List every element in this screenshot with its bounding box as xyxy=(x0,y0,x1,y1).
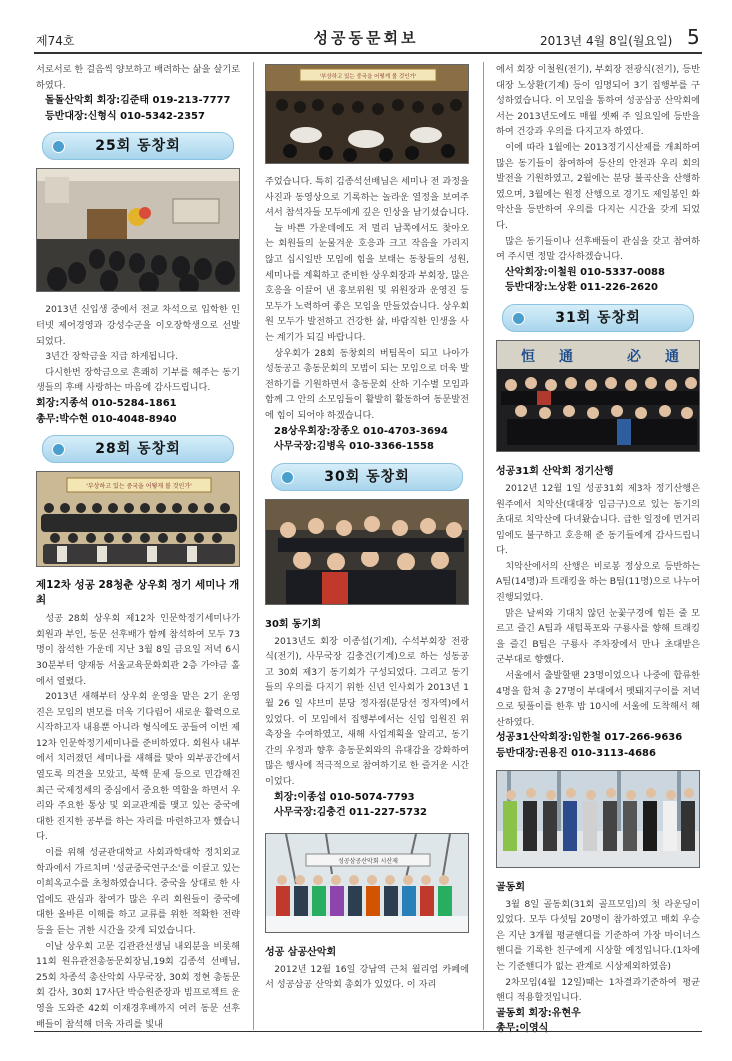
photo-banner-text: '부상하고 있는 중국을 어떻게 볼 것인가' xyxy=(319,74,417,80)
contact-line: 총무:박수현 010-4048-8940 xyxy=(36,413,177,425)
class30-group-photo xyxy=(265,499,469,605)
body-paragraph: 에서 회장 이철원(전기), 부회장 전광식(전기), 등반대장 노상환(기계) 등이 임명되어 3기 집행부를 구성하였습니다. 이 모임을 통하여 성공삼공 산악회에서는 2013년도에도 매월 셋째 주 일요일에 등반을 하여 건강과 우의를 다지고자 하였다. xyxy=(496,64,700,138)
body-paragraph: 다시한번 장학금으로 흔쾌히 기부를 해주는 동기생들의 후배 사랑하는 마음에 감사드립니다. xyxy=(36,366,240,394)
bullet-icon xyxy=(52,443,65,456)
contact-line: 산악회장:이철원 010-5337-0088 xyxy=(505,266,665,278)
bullet-icon xyxy=(52,140,65,153)
intro-text: 서로서로 한 걸음씩 양보하고 배려하는 삶을 살기로 하였다. xyxy=(36,64,240,91)
column-1 xyxy=(36,62,240,1032)
contact-line: 사무국장:김충건 011-227-5732 xyxy=(274,807,427,819)
bullet-icon xyxy=(281,471,294,484)
contact-line: 사무국장:김병옥 010-3366-1558 xyxy=(274,441,434,453)
body-paragraph: 이에 따라 1월에는 2013정기시산제를 개최하여 많은 동기들이 참여하여 등산의 안전과 우리 회의 발전을 기원하였고, 2월에는 분당 불곡산을 산행하였으며, 3월에는 원정 산행으로 경기도 제일봉인 화악산을 등반하여 우의를 다지는 시간을 갖게 되었다. xyxy=(496,141,700,231)
contact-line: 등반대장:권용진 010-3113-4686 xyxy=(496,748,656,759)
section-banner-30 xyxy=(271,463,463,491)
newsletter-title: 성공동문회보 xyxy=(313,29,419,47)
seminar-hall-photo-image xyxy=(266,65,469,163)
sanak-group-photo xyxy=(265,833,469,933)
ceremony-photo-image xyxy=(37,169,240,291)
photo-banner-text: 성공삼공산악회 시산제 xyxy=(338,857,398,865)
article-subhead: 성공31회 산악회 정기산행 xyxy=(496,465,614,477)
body-paragraph: 2013년도 회장 이종섭(기계), 수석부회장 전광식(전기), 사무국장 김충건(기계)으로 하는 성동공고 30회 제3기 동기회가 구성되었다. 그리고 동기들의 우의를 다지기 위한 신년 인사회가 2013년 1월 26 일 샤브미 분당 정자점(분당선 정자역)에서 있었다. 이 모임에서 집행부에서는 신입 임원진 위촉장을 수여하였고, 새해 사업계획을 알리고, 동기간의 우정과 향후 총동문회와의 유대감을 강화하여 많은 행사에 적극적으로 참여하기로 한 즐거운 시간이었다. xyxy=(265,635,469,788)
section-title: 31회 동창회 xyxy=(555,309,641,326)
column-divider xyxy=(253,62,254,1030)
column-3 xyxy=(496,62,700,1037)
column-divider xyxy=(483,62,484,1030)
contact-line: 등반대장:신형식 010-5342-2357 xyxy=(45,110,205,122)
contact-line: 등반대장:노상환 011-226-2620 xyxy=(505,282,658,294)
contact-line: 회장:지종석 010-5284-1861 xyxy=(36,397,177,409)
body-paragraph: 주었습니다. 특히 김종석선배님은 세미나 전 과정을 사진과 동영상으로 기록하는 놀라운 열정을 보여주셔서 참석자들 모두에게 깊은 인상을 남기셨습니다. xyxy=(265,176,469,219)
body-paragraph: 서울에서 출발할땐 23명이었으나 나중에 합류한 4명을 합쳐 총 27명이 부대에서 멧돼지구이를 저녁으로 뒷풀이를 한후 밤 10시에 서울에 도착해서 해산하였다. xyxy=(496,670,700,728)
bullet-icon xyxy=(512,312,525,325)
ceremony-photo xyxy=(36,168,240,292)
body-paragraph: 이날 상우회 고문 김관관선생님 내외분을 비롯해 11회 원유관전총동문회장님,19회 김종석 선배님, 25회 차종석 총산악회 사무국장, 30회 정현 총동문회 감사, 30회 17사단 박승원준장과 빔프로젝트 운영을 도와준 42회 이재경후배까지 여러 동문 선후배들이 참석해 더욱 자리를 빛내 xyxy=(36,940,240,1030)
body-paragraph: 2013년 새해부터 상우회 운영을 맡은 2기 운영진은 모임의 변모를 더욱 기다림어 새로운 활력으로 시작하고자 내용뿐 아니라 형식에도 공들여 이번 제12차 인문학정기세미나를 준비하였다. 회원사 내부에서 치러졌던 세미나를 새해를 맞아 외부공간에서 열도록 의견을 모았고, 북핵 문제 등으로 민감해진 최근 국제정세의 중심에서 중요한 역할을 하면서 우리와 주요한 통상 및 외교관계를 맺고 있는 중국에 대한 진지한 공부를 하는 자리를 마련하고자 했습니다. xyxy=(36,691,240,843)
sanak-group-photo-image xyxy=(266,834,469,932)
sign-char: 通 xyxy=(665,348,679,365)
body-paragraph: 2013년 신입생 중에서 전교 차석으로 입학한 인터넷 제어경영과 강성수군을 이오장학생으로 선발되었다. xyxy=(36,304,240,347)
article-subhead: 성공 삼공산악회 xyxy=(265,946,337,958)
seminar-hall-photo xyxy=(265,64,469,164)
sign-char: 通 xyxy=(559,348,573,365)
body-paragraph: 3년간 장학금을 지급 하게됩니다. xyxy=(45,351,179,363)
footer-rule xyxy=(34,1031,702,1032)
contact-line: 골동회 회장:유현우 xyxy=(496,1007,581,1019)
section-banner-25 xyxy=(42,132,234,160)
contact-line: 회장:이종섭 010-5074-7793 xyxy=(274,791,415,803)
photo-banner-text: '부상하고 있는 중국을 어떻게 볼 것인가' xyxy=(86,483,192,491)
body-paragraph: 이를 위해 성균관대학교 사회과학대학 정치외교학과에서 가르치며 '성균중국연구소'를 이끌고 있는 이희옥교수를 초청하였습니다. 중국을 상대로 한 사업에도 관심과 참여가 많은 우리 회원들이 중국에 대한 올바른 이해를 하고 교류를 위한 적확한 전략 등을 듣는 귀한 시간을 갖게 되었습니다. xyxy=(36,847,240,936)
column-2 xyxy=(265,62,469,993)
header-rule xyxy=(34,52,702,54)
body-paragraph: 치악산에서의 산행은 비로봉 정상으로 등반하는 A팀(14명)과 트래킹을 하는 B팀(11명)으로 나누어 진행되었다. xyxy=(496,560,700,604)
contact-line: 총무:이영식 xyxy=(496,1023,549,1035)
article-subhead: 30회 동기회 xyxy=(265,618,322,630)
class30-group-photo-image xyxy=(266,500,469,604)
page-header xyxy=(0,0,732,49)
publish-date: 2013년 4월 8일(월요일) xyxy=(540,34,673,48)
article-subhead: 골동회 xyxy=(496,881,525,893)
contact-line: 돌돌산악회 회장:김준태 019-213-7777 xyxy=(45,95,231,107)
contact-line: 성공31산악회장:임한철 017-266-9636 xyxy=(496,732,683,744)
seminar-group-photo-image xyxy=(37,472,240,566)
class31-hiking-photo-image xyxy=(497,341,700,451)
section-banner-28 xyxy=(42,435,234,463)
body-paragraph: 상우회가 28회 동창회의 버팀목이 되고 나아가 성동공고 총동문회의 모범이 되는 모임으로 더욱 발전하기를 기원하면서 총동문회 산하 기수별 모임과 함께 그 안의 소모임들이 활발히 활동하여 동문발전에 힘이 되어야 하겠습니다. xyxy=(265,347,469,421)
article-subhead: 제12차 성공 28청춘 상우회 정기 세미나 개최 xyxy=(36,579,240,607)
section-title: 25회 동창회 xyxy=(95,138,181,155)
section-banner-31 xyxy=(502,304,694,332)
body-paragraph: 맑은 날씨와 기대치 않던 눈꽃구경에 힘든 줄 모르고 즐긴 A팀과 새텀폭포와 구룡사를 향해 트래킹을 즐긴 B팀은 구룡사 주차장에서 만나 초대받은 군부대로 향했다. xyxy=(496,607,700,666)
body-paragraph: 많은 동기들이나 선후배들이 관심을 갖고 참여하여 주시면 정말 감사하겠습니다. xyxy=(496,235,700,263)
body-paragraph: 2차모임(4월 12일)때는 1차결과기준하여 평균핸디 적용할것입니다. xyxy=(496,976,700,1004)
body-paragraph: 2012년 12월 1일 성공31회 제3차 정기산행은 원주에서 치악산(대대장 임금구)으로 있는 동기의 초대로 치악산에 다녀왔습니다. 급한 일정에 먼거리임에도 불구하고 호응해 준 동기들에게 감사드립니다. xyxy=(496,482,700,557)
seminar-group-photo xyxy=(36,471,240,567)
body-paragraph: 3월 8일 골동회(31회 골프모임)의 첫 라운딩이 있었다. 모두 다섯팀 20명이 참가하였고 매회 우승은 지난 3개월 평균핸디를 기준하여 가장 마이너스 핸디를 기록한 친구에게 시상할 예정입니다.(1차에는 기준핸디가 없는 관계로 시상제외하였음) xyxy=(496,898,700,972)
page-number: 5 xyxy=(687,25,700,49)
body-paragraph: 2012년 12월 16일 강남역 근처 월리엄 카페에서 성공삼공 산악회 총회가 있었다. 이 자리 xyxy=(265,963,469,991)
body-paragraph: 늘 바쁜 가운데에도 저 멀리 남쪽에서도 찾아오는 회원들의 눈물겨운 호응과 크고 작음을 가리지 않고 십시일반 모임에 힘을 보태는 동창들의 성원, 세미나를 계획하고 준비한 상우회장과 부회장, 많은 호응을 이끌어 낸 홍보위원 및 위원장과 운영진 등 모두가 노력하여 좋은 모임을 만들었습니다. 상우회원 모두가 발전하고 건강한 삶, 바람직한 인생을 사는 계기가 되길 바랍니다. xyxy=(265,222,469,343)
body-paragraph: 성공 28회 상우회 제12차 인문학정기세미나가 회원과 부인, 동문 선후배가 함께 참석하여 모두 73명이 참석한 가운데 지난 3월 8일 금요일 저녁 6시 30분부터 양재동 서울교육문화회관 2층 가야금 홀에서 열렸다. xyxy=(36,613,240,687)
sign-char: 必 xyxy=(627,348,641,365)
golf-group-photo xyxy=(496,770,700,868)
golf-group-photo-image xyxy=(497,771,700,867)
section-title: 30회 동창회 xyxy=(324,468,410,485)
issue-number: 제74호 xyxy=(36,34,75,48)
section-title: 28회 동창회 xyxy=(95,441,181,458)
sign-char: 恒 xyxy=(521,348,535,365)
contact-line: 28상우회장:장종오 010-4703-3694 xyxy=(274,425,448,437)
class31-hiking-photo xyxy=(496,340,700,452)
